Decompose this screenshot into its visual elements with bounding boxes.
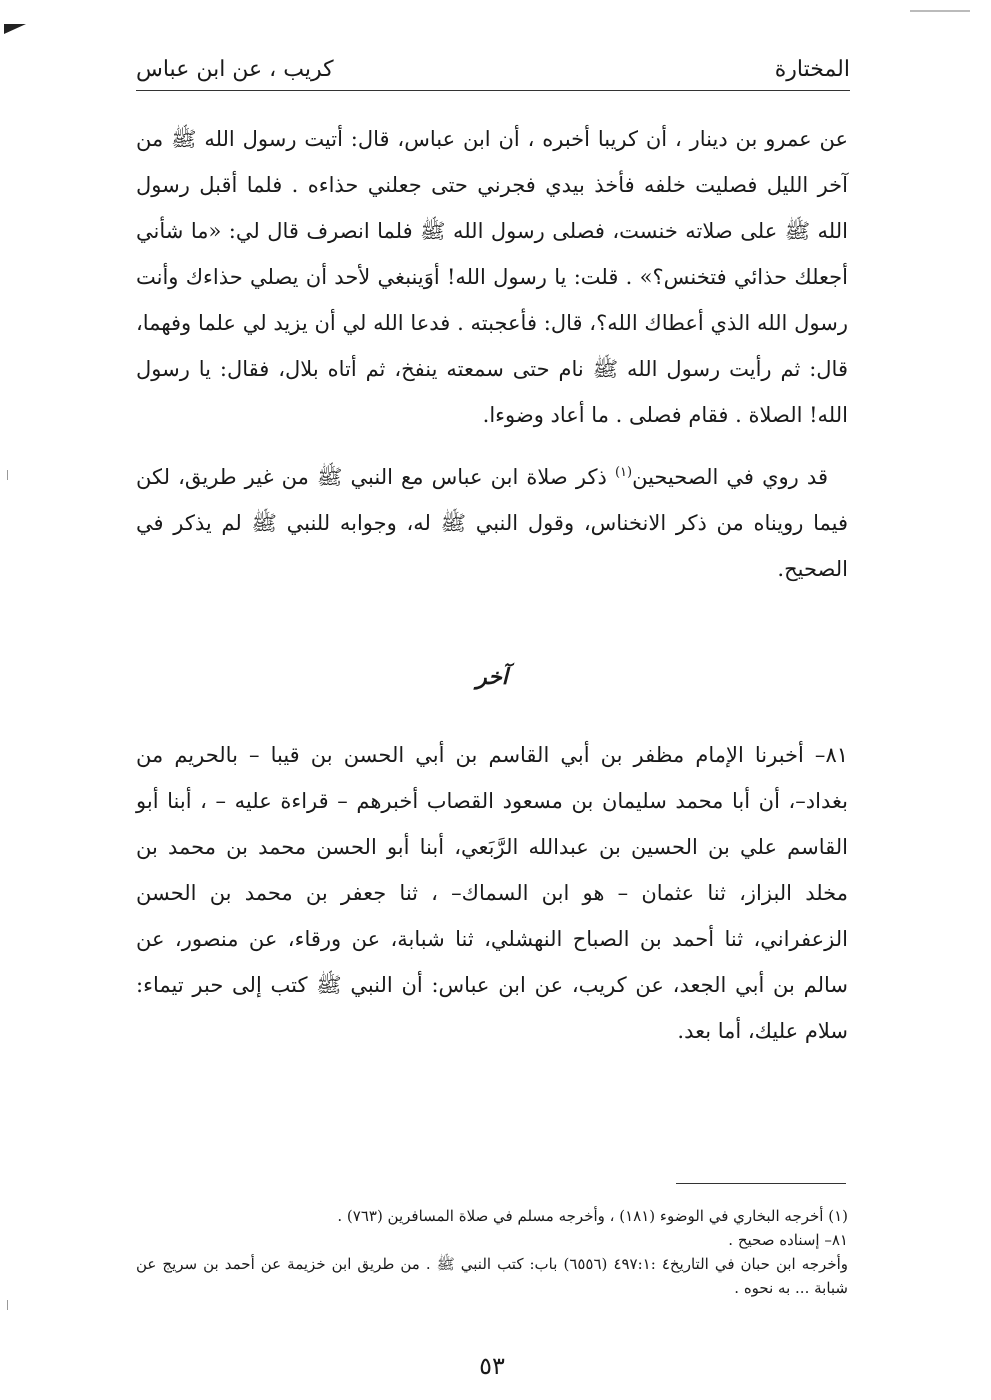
running-header [136, 46, 850, 82]
footnote-reference: (١) [614, 465, 633, 480]
commentary-start: قد روي في الصحيحين [632, 465, 828, 489]
section-heading: آخر [476, 664, 508, 690]
commentary-rest: ذكر صلاة ابن عباس مع النبي ﷺ من غير طريق، لكن فيما رويناه من ذكر الانخناس، وقول النبي ﷺ له، وجوابه للنبي ﷺ لم يذكر في الصحيح. [136, 465, 848, 581]
footnotes [136, 1204, 848, 1300]
footnote-divider [676, 1183, 846, 1184]
paragraph-hadith-81: ٨١– أخبرنا الإمام مظفر بن أبي القاسم بن أبي الحسن بن قيبا – بالحريم من بغداد–، أن أبا محمد سليمان بن مسعود القصاب أخبرهم – قراءة عليه – ، أبنا أبو القاسم علي بن الحسين بن عبدالله الرَّبَعي، أبنا أبو الحسن محمد بن محمد بن مخلد البزاز، ثنا عثمان – هو ابن السماك– ، ثنا جعفر بن محمد بن الحسن الزعفراني، ثنا أحمد بن الصباح النهشلي، ثنا شبابة، عن ورقاء، عن منصور، عن سالم بن أبي الجعد، عن كريب، عن ابن عباس: أن النبي ﷺ كتب إلى حبر تيماء: سلام عليك، أما بعد. [136, 743, 848, 1043]
paragraph-commentary [136, 454, 848, 592]
footnote-1: (١) أخرجه البخاري في الوضوء (١٨١) ، وأخرجه مسلم في صلاة المسافرين (٧٦٣) . [337, 1207, 848, 1225]
page-number: ٥٣ [479, 1352, 505, 1380]
paragraph-hadith-text: عن عمرو بن دينار ، أن كريبا أخبره ، أن ابن عباس، قال: أتيت رسول الله ﷺ من آخر الليل فصليت خلفه فأخذ بيدي فجرني حتى جعلني حذاءه . فلما أقبل رسول الله ﷺ على صلاته خنست، فصلى رسول الله ﷺ فلما انصرف قال لي: «ما شأني أجعلك حذائي فتخنس؟» . قلت: يا رسول الله! أوَينبغي لأحد أن يصلي حذاءك وأنت رسول الله الذي أعطاك الله؟، قال: فأعجبته . فدعا الله لي أن يزيد لي علما وفهما، قال: ثم رأيت رسول الله ﷺ نام حتى سمعته ينفخ، ثم أتاه بلال، فقال: يا رسول الله! الصلاة . فقام فصلى . ما أعاد وضوءا. [136, 127, 848, 427]
header-book-title: المختارة [774, 57, 850, 82]
footnote-81-source: وأخرجه ابن حبان في التاريخ٤ :٤٩٧:١ (٦٥٥٦) باب: كتب النبي ﷺ . من طريق ابن خزيمة عن أحمد بن سريج عن شبابة ... به نحوه . [136, 1255, 849, 1297]
header-chapter-title: كريب ، عن ابن عباس [136, 57, 334, 82]
footnote-81-grade: ٨١– إسناده صحيح . [728, 1231, 848, 1249]
corner-mark [4, 24, 26, 34]
scan-mark [7, 1300, 8, 1310]
header-divider [136, 90, 850, 91]
scan-edge-line [910, 10, 970, 12]
scan-mark [7, 470, 8, 480]
